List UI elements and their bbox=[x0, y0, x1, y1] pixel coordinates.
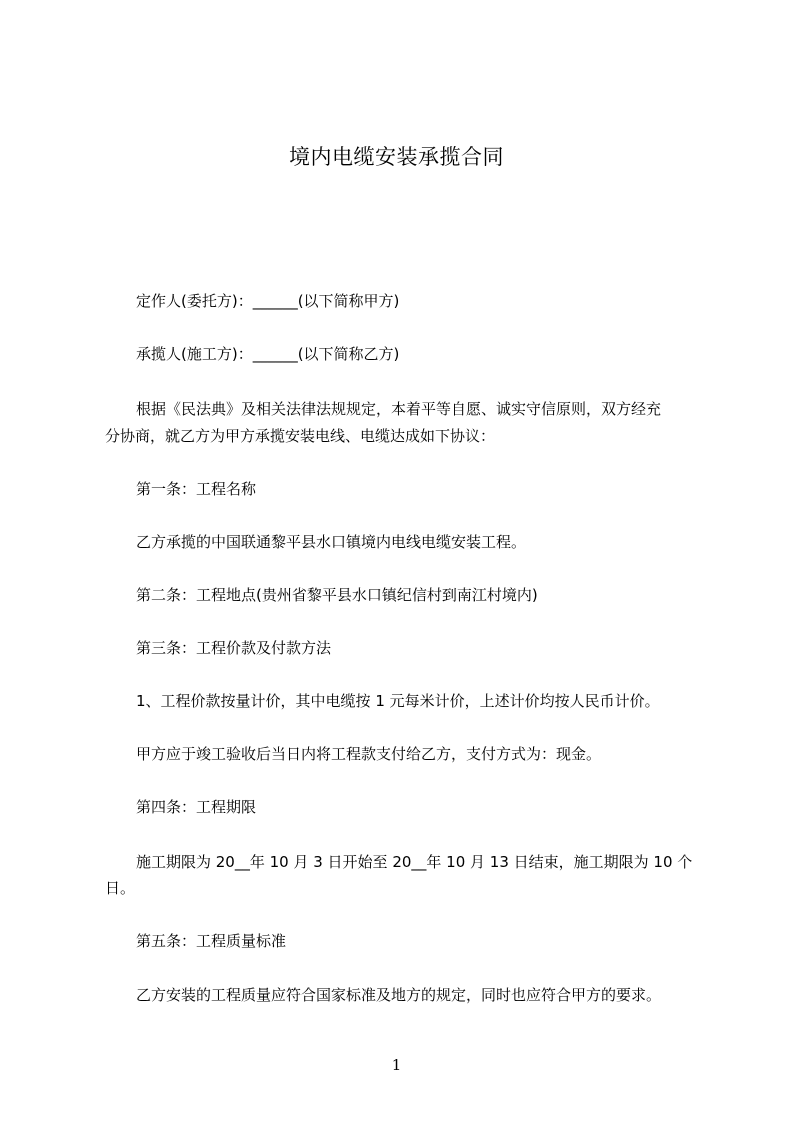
article-5-body: 乙方安装的工程质量应符合国家标准及地方的规定，同时也应符合甲方的要求。 bbox=[136, 986, 662, 1004]
article-4-body-line-2: 日。 bbox=[105, 879, 136, 897]
page-number: 1 bbox=[391, 1056, 402, 1074]
party-b-line: 承揽人(施工方)：______(以下简称乙方) bbox=[136, 345, 400, 363]
article-4-heading: 第四条：工程期限 bbox=[136, 798, 257, 816]
party-a-line: 定作人(委托方)：______(以下简称甲方) bbox=[136, 292, 400, 310]
article-3-clause-1: 1、工程价款按量计价，其中电缆按 1 元每米计价，上述计价均按人民币计价。 bbox=[136, 692, 660, 710]
article-5-heading: 第五条：工程质量标准 bbox=[136, 932, 287, 950]
article-3-heading: 第三条：工程价款及付款方法 bbox=[136, 639, 332, 657]
article-3-payment: 甲方应于竣工验收后当日内将工程款支付给乙方，支付方式为：现金。 bbox=[136, 745, 602, 763]
preamble-line-1: 根据《民法典》及相关法律法规规定，本着平等自愿、诚实守信原则，双方经充 bbox=[136, 400, 662, 418]
article-2-heading: 第二条：工程地点(贵州省黎平县水口镇纪信村到南江村境内) bbox=[136, 586, 538, 604]
article-4-body-line-1: 施工期限为 20__年 10 月 3 日开始至 20__年 10 月 13 日结束，施工期限为 10 个 bbox=[136, 853, 693, 871]
preamble-line-2: 分协商，就乙方为甲方承揽安装电线、电缆达成如下协议： bbox=[105, 427, 496, 445]
document-title: 境内电缆安装承揽合同 bbox=[289, 145, 504, 169]
article-1-body: 乙方承揽的中国联通黎平县水口镇境内电线电缆安装工程。 bbox=[136, 533, 527, 551]
article-1-heading: 第一条：工程名称 bbox=[136, 480, 257, 498]
